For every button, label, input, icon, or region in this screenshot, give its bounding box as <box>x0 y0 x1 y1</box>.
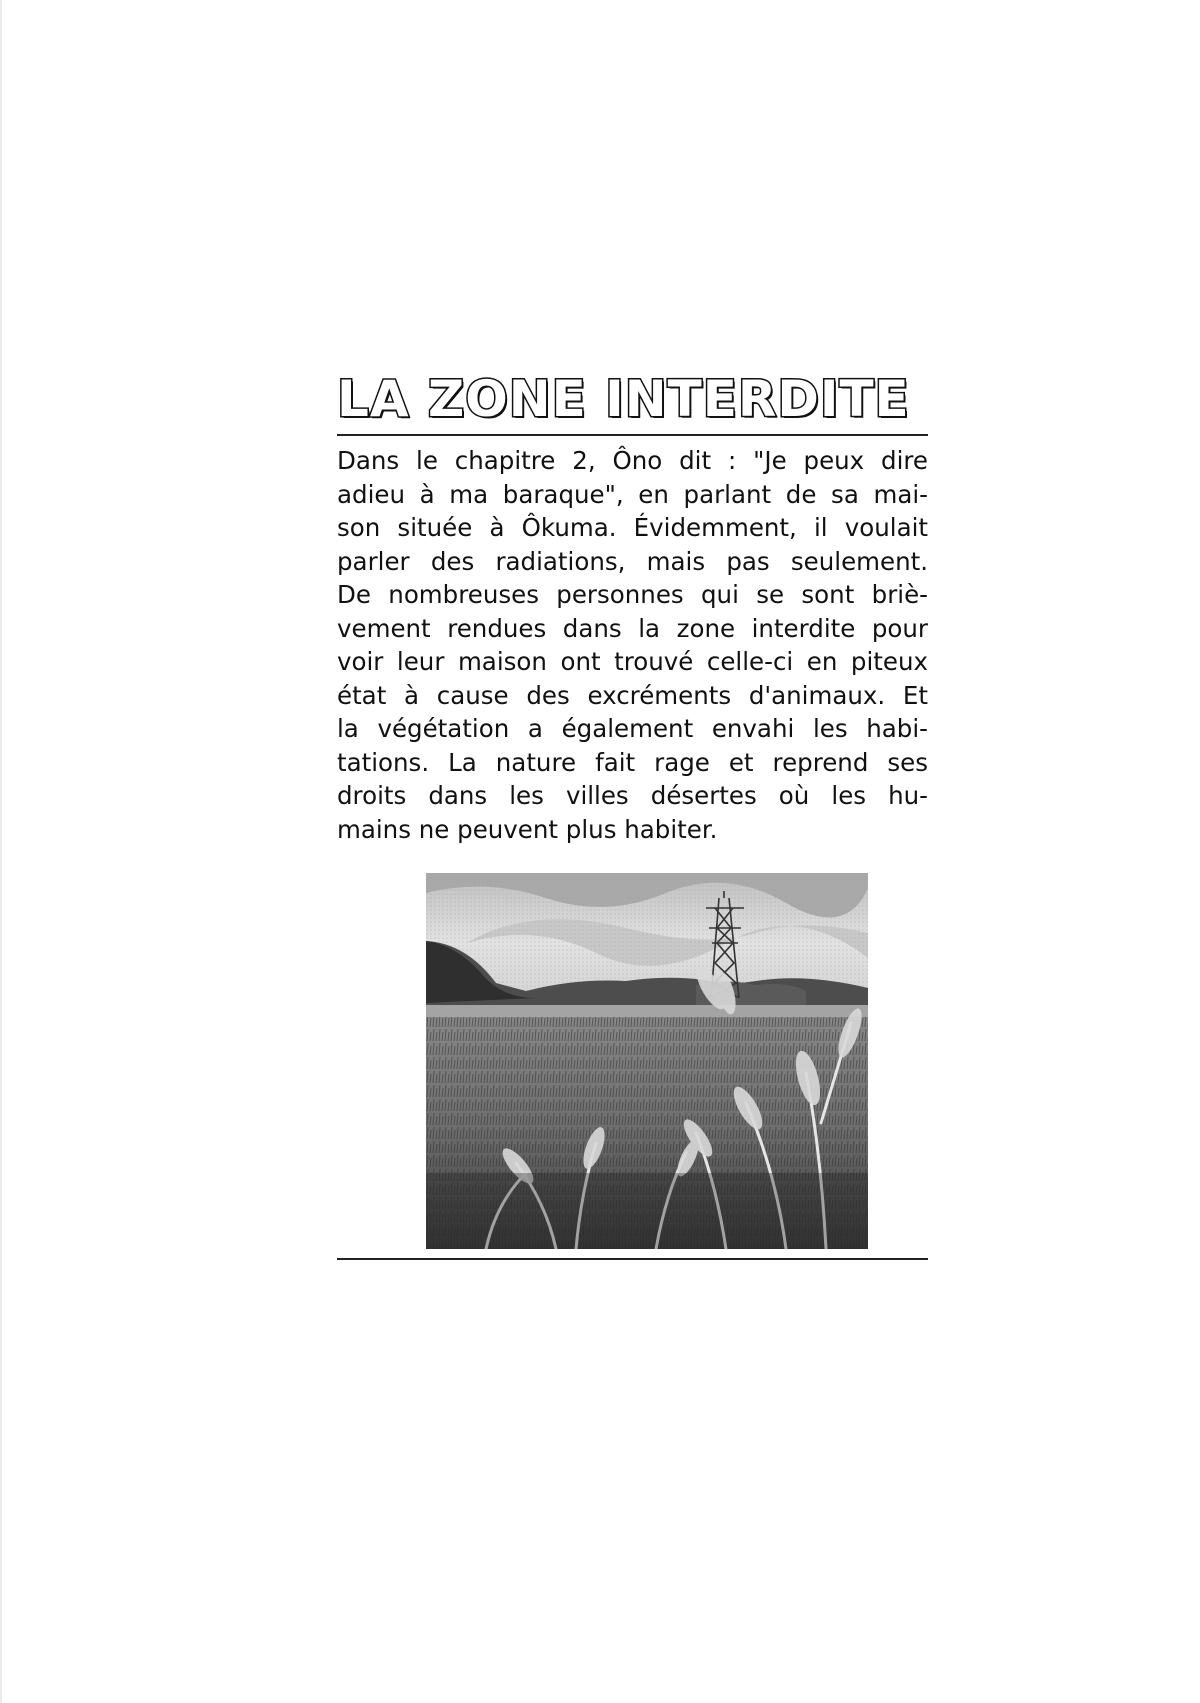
page-edge <box>0 0 2 1703</box>
body-line: voir leur maison ont trouvé celle-ci en piteux <box>337 647 928 676</box>
title-rule <box>337 434 928 436</box>
bottom-rule <box>337 1258 928 1260</box>
body-line: la végétation a également envahi les habi- <box>337 714 928 743</box>
article-body <box>337 444 928 846</box>
article-title: LA ZONE INTERDITE <box>337 370 910 428</box>
body-line: mains ne peuvent plus habiter. <box>337 814 718 844</box>
body-line: De nombreuses personnes qui se sont briè- <box>337 580 928 609</box>
body-line: droits dans les villes désertes où les hu- <box>337 781 928 810</box>
body-line: son située à Ôkuma. Évidemment, il voulait <box>337 513 928 542</box>
field-photo <box>426 873 868 1249</box>
body-line: adieu à ma baraque", en parlant de sa mai- <box>337 479 928 509</box>
body-line: état à cause des excréments d'animaux. Et <box>337 680 928 710</box>
body-line: tations. La nature fait rage et reprend ses <box>337 747 928 777</box>
article-column <box>337 370 928 846</box>
body-line: parler des radiations, mais pas seulement. <box>337 546 928 576</box>
body-line: Dans le chapitre 2, Ôno dit : "Je peux dire <box>337 446 928 475</box>
body-line: vement rendues dans la zone interdite pour <box>337 613 928 643</box>
